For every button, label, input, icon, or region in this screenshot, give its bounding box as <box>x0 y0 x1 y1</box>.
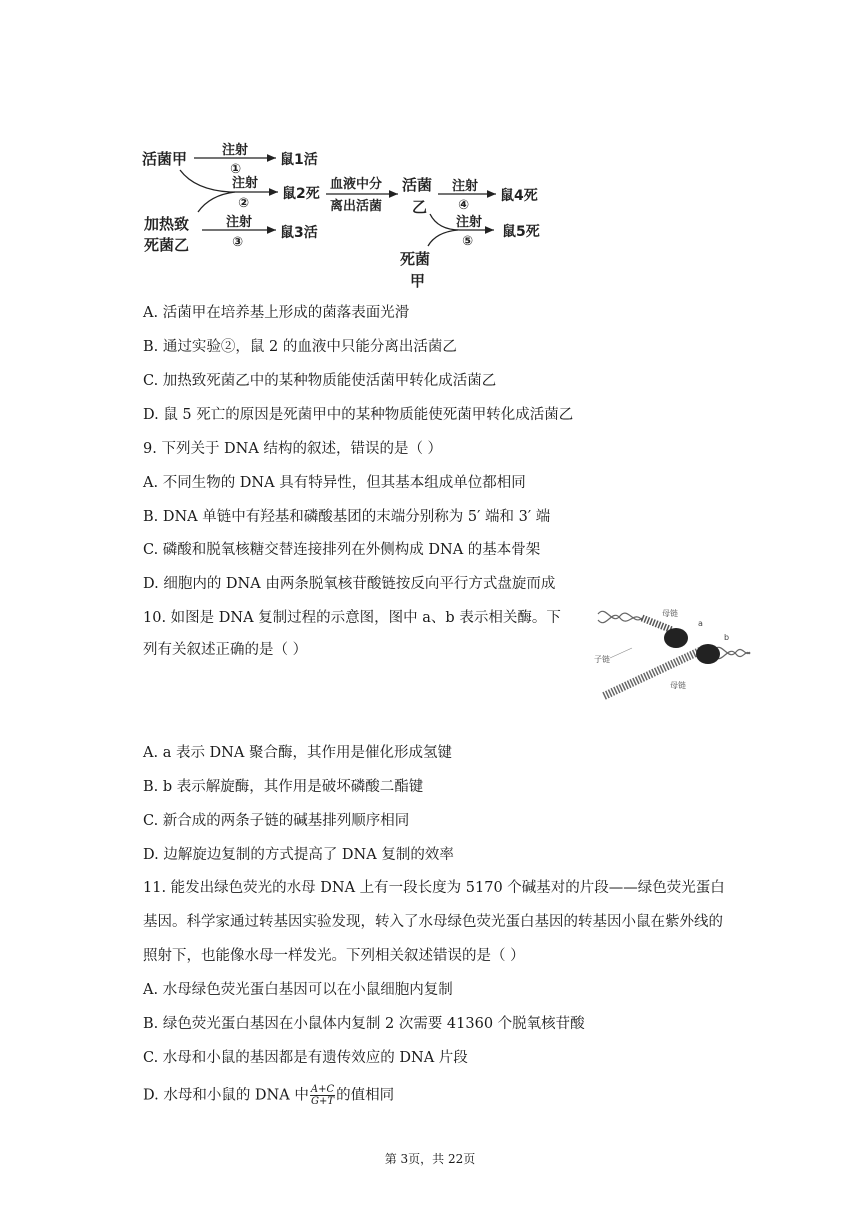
heat-killed-b-label-2: 死菌乙 <box>144 236 190 254</box>
q11-stem-line-2: 基因。科学家通过转基因实验发现，转入了水母绿色荧光蛋白基因的转基因小鼠在紫外线的 <box>143 914 723 930</box>
q8-option-b: B. 通过实验②，鼠 2 的血液中只能分离出活菌乙 <box>143 339 457 355</box>
mouse-2-label: 鼠2死 <box>282 186 320 202</box>
ratio-fraction <box>310 1084 335 1107</box>
q9-option-d: D. 细胞内的 DNA 由两条脱氧核苷酸链按反向平行方式盘旋而成 <box>143 576 556 592</box>
q10-stem-line-1: 10. 如图是 DNA 复制过程的示意图，图中 a、b 表示相关酶。下 <box>143 610 561 626</box>
enzyme-a-label: a <box>698 619 703 628</box>
q10-option-c: C. 新合成的两条子链的碱基排列顺序相同 <box>143 813 410 829</box>
dead-a-label-1: 死菌 <box>400 250 431 268</box>
separate-label-2: 离出活菌 <box>330 199 383 214</box>
q11-stem-line-3: 照射下，也能像水母一样发光。下列相关叙述错误的是（ ） <box>143 948 525 964</box>
transformation-experiment-figure <box>140 140 560 292</box>
q11-option-d <box>143 1084 394 1107</box>
q10-option-b: B. b 表示解旋酶，其作用是破坏磷酸二酯键 <box>143 779 424 795</box>
q11-option-d-suffix: 的值相同 <box>336 1087 395 1104</box>
q11-option-c: C. 水母和小鼠的基因都是有遗传效应的 DNA 片段 <box>143 1050 468 1066</box>
q10-stem-line-2: 列有关叙述正确的是（ ） <box>143 642 308 658</box>
heat-killed-b-label-1: 加热致 <box>144 215 190 233</box>
q11-stem-line-1: 11. 能发出绿色荧光的水母 DNA 上有一段长度为 5170 个碱基对的片段——绿色荧光蛋白 <box>143 880 725 896</box>
separate-label-1: 血液中分 <box>330 177 383 192</box>
step-4: ④ <box>458 198 470 213</box>
mouse-3-label: 鼠3活 <box>280 225 318 241</box>
inject-label-1: 注射 <box>222 143 249 158</box>
q8-option-c: C. 加热致死菌乙中的某种物质能使活菌甲转化成活菌乙 <box>143 373 497 389</box>
fraction-denominator: G+T <box>310 1096 334 1107</box>
step-2: ② <box>238 196 250 211</box>
step-3: ③ <box>232 235 244 250</box>
enzyme-b <box>696 644 720 664</box>
q8-option-a: A. 活菌甲在培养基上形成的菌落表面光滑 <box>143 305 410 321</box>
child-strand-label: 子链 <box>594 655 610 664</box>
dead-a-label-2: 甲 <box>410 272 426 290</box>
q11-option-a: A. 水母绿色荧光蛋白基因可以在小鼠细胞内复制 <box>143 982 453 998</box>
inject-label-3: 注射 <box>226 215 253 230</box>
mother-strand-label-bottom: 母链 <box>670 681 686 690</box>
q9-stem: 9. 下列关于 DNA 结构的叙述，错误的是（ ） <box>143 441 443 457</box>
enzyme-a <box>664 628 688 648</box>
step-1: ① <box>230 162 242 177</box>
mouse-5-label: 鼠5死 <box>502 224 540 240</box>
lower-mother-strand <box>604 650 702 696</box>
live-b-label-1: 活菌 <box>402 176 433 194</box>
dna-replication-figure <box>592 604 752 704</box>
mouse-1-label: 鼠1活 <box>280 152 318 168</box>
child-label-leader <box>610 648 632 658</box>
q10-option-a: A. a 表示 DNA 聚合酶，其作用是催化形成氢键 <box>143 745 452 761</box>
arrow-2-curve-top <box>180 170 278 192</box>
q11-option-b: B. 绿色荧光蛋白基因在小鼠体内复制 2 次需要 41360 个脱氧核苷酸 <box>143 1016 585 1032</box>
fraction-numerator: A+C <box>310 1084 335 1095</box>
q10-option-d: D. 边解旋边复制的方式提高了 DNA 复制的效率 <box>143 847 454 863</box>
q11-option-d-prefix: D. 水母和小鼠的 DNA 中 <box>143 1087 309 1104</box>
q9-option-c: C. 磷酸和脱氧核糖交替连接排列在外侧构成 DNA 的基本骨架 <box>143 542 541 558</box>
q9-option-b: B. DNA 单链中有羟基和磷酸基团的末端分别称为 5′ 端和 3′ 端 <box>143 509 551 525</box>
page-footer: 第 3页，共 22页 <box>384 1152 476 1166</box>
live-b-label-2: 乙 <box>412 198 428 216</box>
arrow-5-curve-bottom <box>428 230 458 246</box>
inject-label-2: 注射 <box>232 176 259 191</box>
mouse-4-label: 鼠4死 <box>500 188 538 204</box>
mother-strand-label-top: 母链 <box>662 609 678 618</box>
enzyme-b-label: b <box>724 633 730 642</box>
inject-label-5: 注射 <box>456 215 483 230</box>
arrow-2-curve-bottom <box>198 192 235 212</box>
inject-label-4: 注射 <box>452 179 479 194</box>
q8-option-d: D. 鼠 5 死亡的原因是死菌甲中的某种物质能使死菌甲转化成活菌乙 <box>143 407 574 423</box>
q9-option-a: A. 不同生物的 DNA 具有特异性，但其基本组成单位都相同 <box>143 475 526 491</box>
live-a-label: 活菌甲 <box>142 150 188 168</box>
upper-mother-strand <box>642 618 672 630</box>
step-5: ⑤ <box>462 234 474 249</box>
